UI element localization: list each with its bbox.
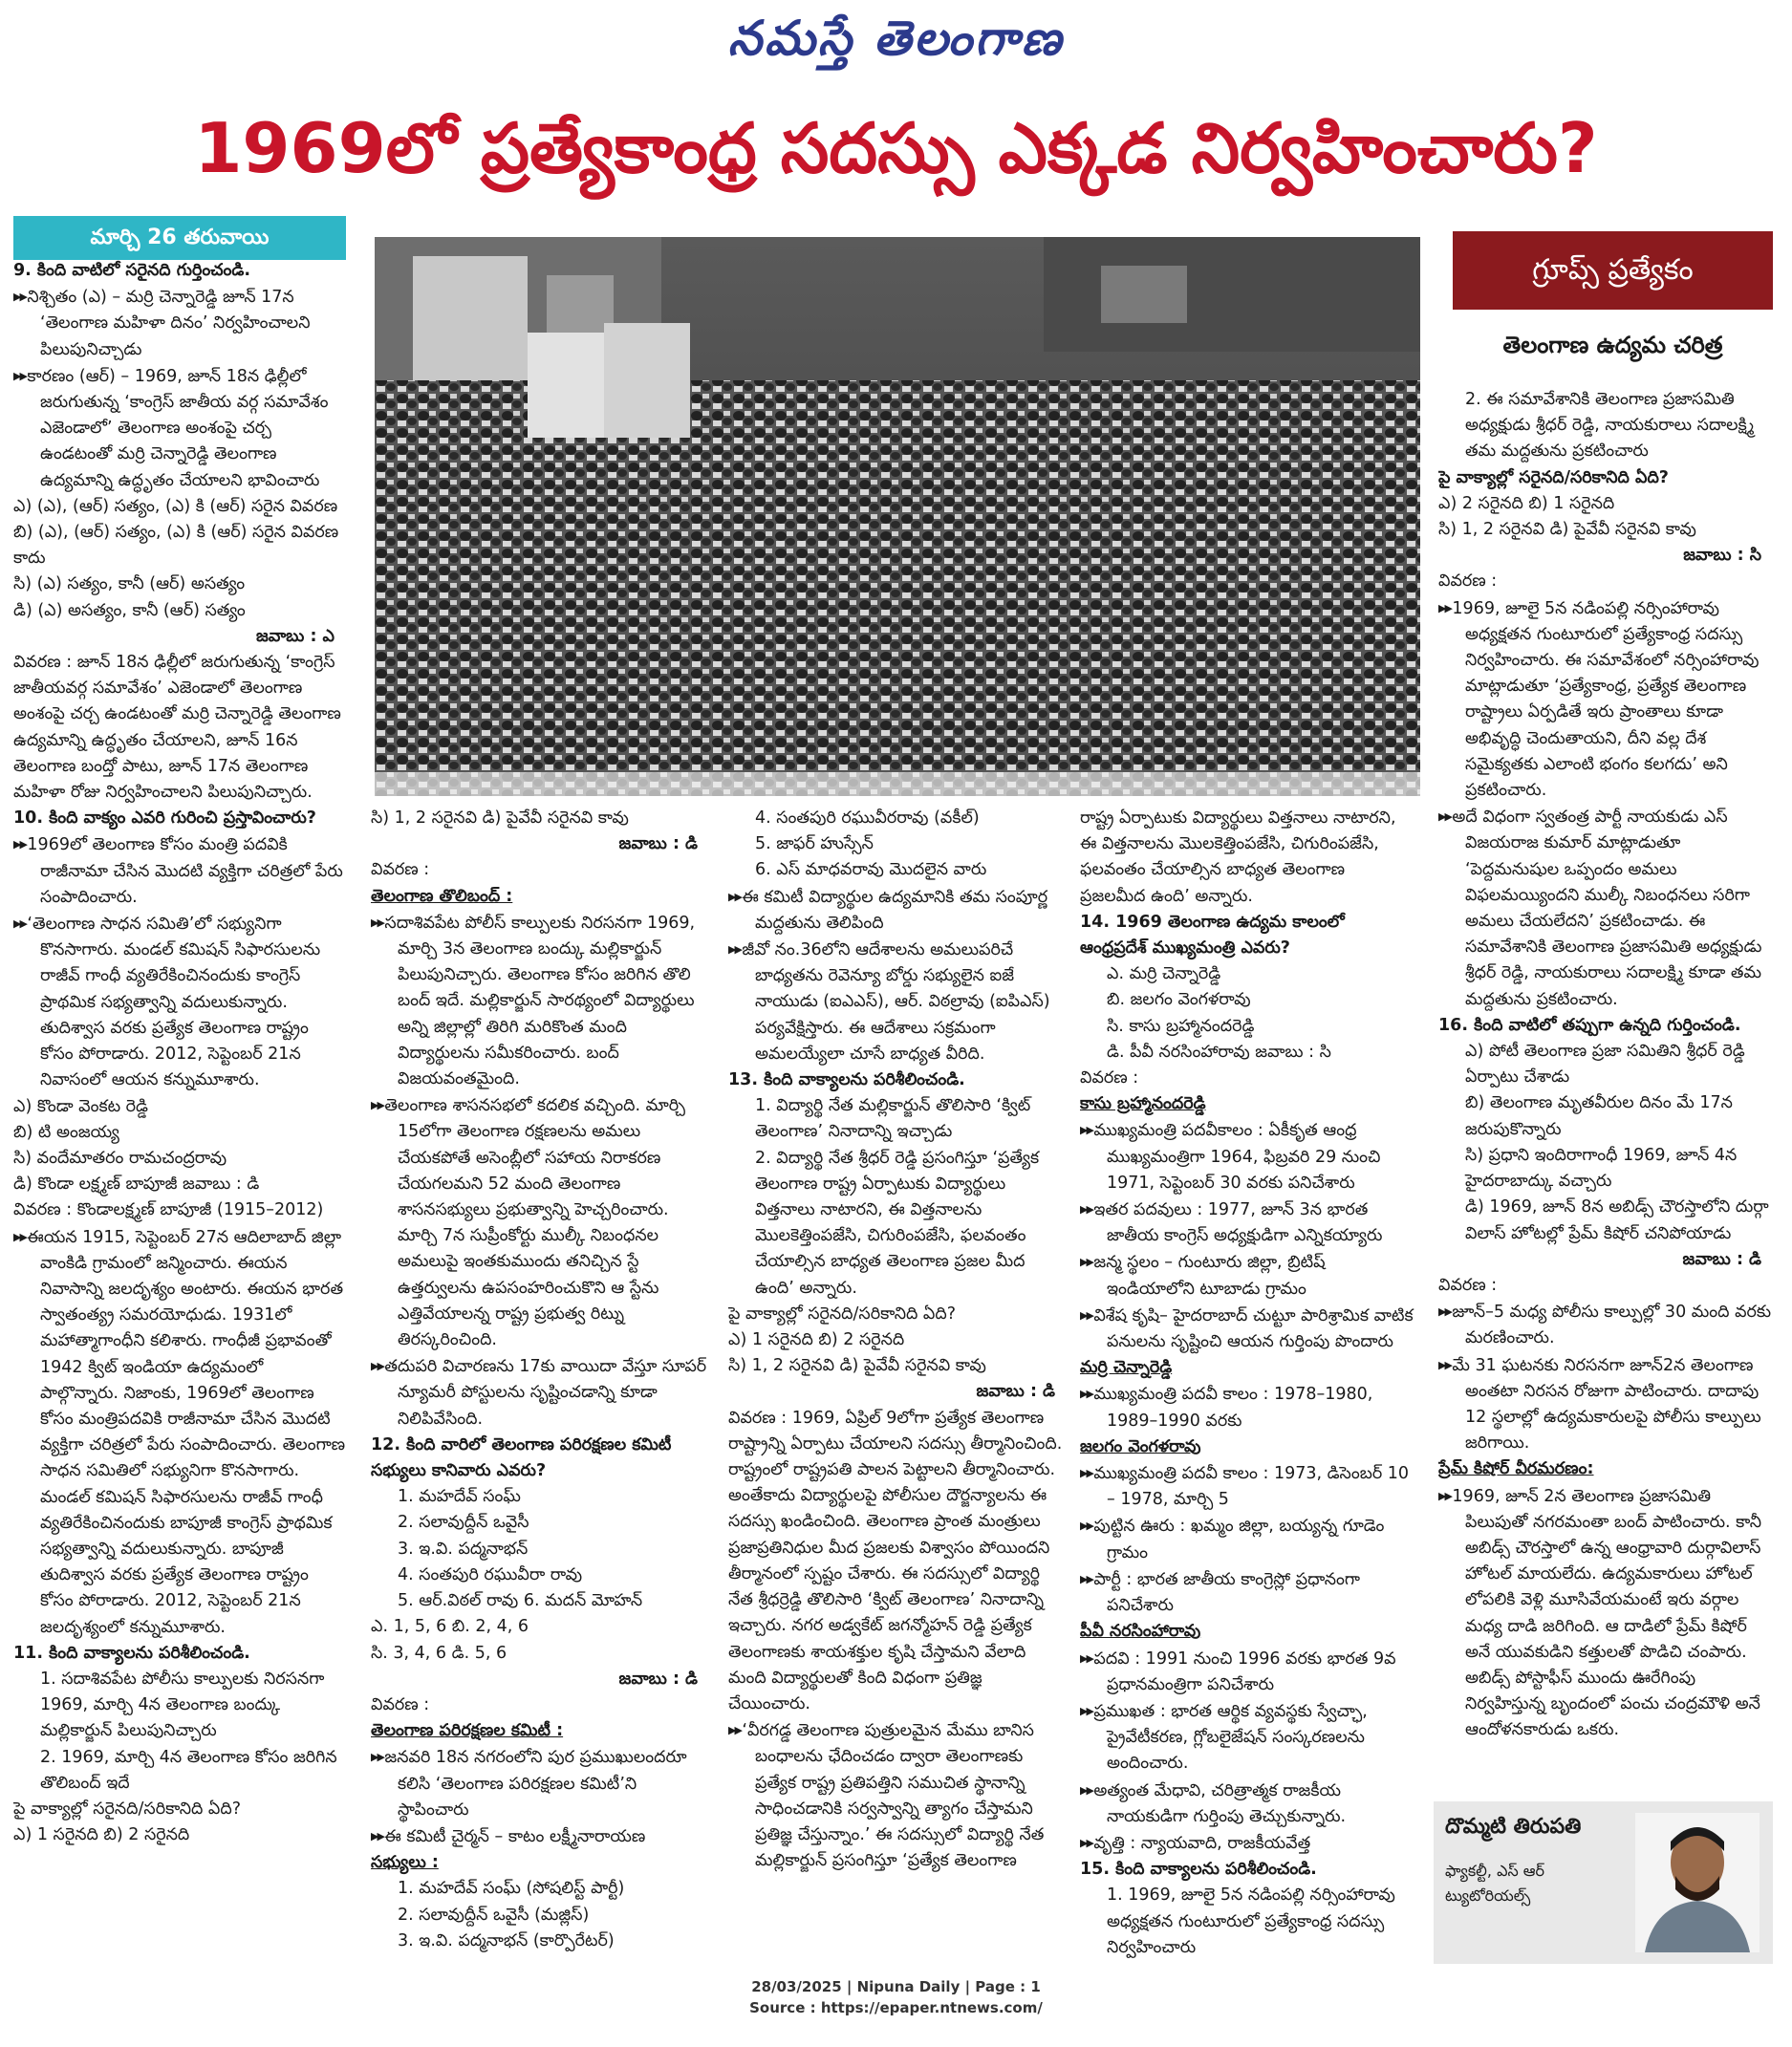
body-text: ఎ. 1, 5, 6 బి. 2, 4, 6 [371, 1617, 529, 1637]
bullet-point: ▶▶ ఈ కమిటీ చైర్మన్ – కాటం లక్ష్మీనారాయణ [371, 1823, 709, 1850]
bullet-point: ▶▶ విశేష కృషి– హైదరాబాద్ చుట్టూ పారిశ్రామిక వాటిక పనులను సృష్టించి ఆయన గుర్తింపు పొందారు [1080, 1303, 1414, 1355]
option-line: బి. జలగం వెంగళరావు [1107, 990, 1251, 1010]
bullet-point: ▶▶ ఇతర పదవులు : 1977, జూన్ 3న భారత జాతీయ కాంగ్రెస్ అధ్యక్షుడిగా ఎన్నికయ్యారు [1080, 1196, 1414, 1249]
bullet-point: ▶▶ 1969, జూలై 5న నడింపల్లి నర్సింహారావు అధ్యక్షతన గుంటూరులో ప్రత్యేకాంధ్ర సదస్సు నిర్వహించారు. ఈ సమావేశంలో నర్సింహారావు మాట్లాడుతూ ‘ప్రత్యేకాంధ్ర, ప్రత్యేక తెలంగాణ రాష్ట్రాలు ఏర్పడితే ఇరు ప్రాంతాలు కూడా అభివృద్ధి చెందుతాయని, దీని వల్ల దేశ సమైక్యతకు ఎలాంటి భంగం కలగదు’ అని ప్రకటించారు. [1438, 595, 1773, 805]
footer-date-line: 28/03/2025 | Nipuna Daily | Page : 1 [751, 1978, 1041, 1995]
option-line: 2. 1969, మార్చి 4న తెలంగాణ కోసం జరిగిన తొలిబంద్ ఇదే [40, 1747, 337, 1793]
article-column-5 [1438, 387, 1773, 1744]
body-text: పై వాక్యాల్లో సరైనది/సరికానిది ఏది? [13, 1799, 242, 1819]
bullet-point: ▶▶ ప్రముఖత : భారత ఆర్థిక వ్యవస్థకు స్వేచ్ఛా, ప్రైవేటీకరణ, గ్లోబలైజేషన్ సంస్కరణలను అందించారు. [1080, 1698, 1414, 1778]
body-text: సి. 3, 4, 6 డి. 5, 6 [371, 1643, 507, 1663]
bullet-point: ▶▶ ‘వీరగడ్డ తెలంగాణ పుత్రులమైన మేము బానిస బంధాలను ఛేదించడం ద్వారా తెలంగాణకు ప్రత్యేక రాష్ట్ర ప్రతిపత్తిని సముచిత స్థానాన్ని సాధించడానికి సర్వస్వాన్ని త్యాగం చేస్తామని ప్రతిజ్ఞ చేస్తున్నాం.’ ఈ సదస్సులో విద్యార్థి నేత మల్లికార్జున్ ప్రసంగిస్తూ ‘ప్రత్యేక తెలంగాణ [728, 1717, 1067, 1874]
option-line: 3. ఇ.వి. పద్మనాభన్ [398, 1539, 529, 1559]
subheading: కాసు బ్రహ్మానందరెడ్డి [1080, 1094, 1206, 1114]
body-text: వివరణ : [1438, 571, 1498, 592]
body-text: సి) 1, 2 సరైనవి డి) పైవేవీ సరైనవి కావు [371, 808, 629, 828]
article-column-3 [728, 806, 1067, 1874]
body-text: వివరణ : [371, 860, 430, 880]
bullet-point: ▶▶ పుట్టిన ఊరు : ఖమ్మం జిల్లా, బయ్యన్న గూడెం గ్రామం [1080, 1513, 1414, 1565]
bullet-point: ▶▶ తెలంగాణ శాసనసభలో కదలిక వచ్చింది. మార్చి 15లోగా తెలంగాణ రక్షణలను అమలు చేయకపోతే అసెంబ్లీలో సహాయ నిరాకరణ చేయగలమని 52 మంది తెలంగాణ శాసనసభ్యులు ప్రభుత్వాన్ని హెచ్చరించారు. మార్చి 7న సుప్రీంకోర్టు ముల్కీ నిబంధనల అమలుపై ఇంతకుముందు తనిచ్చిన స్టే ఉత్తర్వులను ఉపసంహరించుకొని ఆ స్టేను ఎత్తివేయాలన్న రాష్ట్ర ప్రభుత్వ రిట్ను తిరస్కరించింది. [371, 1092, 709, 1353]
article-column-1 [13, 258, 346, 1848]
question-text: 16. కింది వాటిలో తప్పుగా ఉన్నది గుర్తించండి. [1438, 1015, 1741, 1035]
question-text: 14. 1969 తెలంగాణ ఉద్యమ కాలంలో ఆంధ్రప్రదేశ్ ముఖ్యమంత్రి ఎవరు? [1080, 912, 1345, 959]
bullet-point: ▶▶ ‘తెలంగాణ సాధన సమితి’లో సభ్యునిగా కొనసాగారు. మండల్ కమిషన్ సిఫారసులను రాజీవ్ గాంధీ వ్యతిరేకించినందుకు కాంగ్రెస్ ప్రాథమిక సభ్యత్వాన్ని వదులుకున్నారు. తుదిశ్వాస వరకు ప్రత్యేక తెలంగాణ రాష్ట్రం కోసం పోరాడారు. 2012, సెప్టెంబర్ 21న నివాసంలో ఆయన కన్నుమూశారు. [13, 911, 346, 1093]
body-text: బి) టి అంజయ్య [13, 1122, 119, 1142]
question-text: 15. కింది వాక్యాలను పరిశీలించండి. [1080, 1860, 1317, 1880]
option-line: సి. కాసు బ్రహ్మానందరెడ్డి [1107, 1016, 1255, 1036]
body-text: వివరణ : [371, 1694, 430, 1714]
subheading: తెలంగాణ తొలిబంద్ : [371, 886, 513, 906]
option-line: 1. సదాశివపేట పోలీసు కాల్పులకు నిరసనగా 1969, మార్చి 4న తెలంగాణ బంద్కు మల్లికార్జున్ పిలుపునిచ్చారు [40, 1669, 325, 1741]
body-text: ఎ) 2 సరైనది బి) 1 సరైనది [1438, 493, 1615, 513]
groups-special-banner: గ్రూప్స్ ప్రత్యేకం [1453, 231, 1773, 310]
subheading: ప్రేమ్ కిషోర్ వీరమరణం: [1438, 1459, 1594, 1479]
bullet-point: ▶▶ సదాశివపేట పోలీస్ కాల్పులకు నిరసనగా 1969, మార్చి 3న తెలంగాణ బంద్కు మల్లికార్జున్ పిలుపునిచ్చారు. తెలంగాణ కోసం జరిగిన తొలి బంద్ ఇదే. మల్లికార్జున్ సారథ్యంలో విద్యార్థులు అన్ని జిల్లాల్లో తిరిగి మరికొంత మంది విద్యార్థులను సమీకరించారు. బంద్ విజయవంతమైంది. [371, 910, 709, 1092]
option-line: 1. 1969, జూలై 5న నడింపల్లి నర్సింహారావు అధ్యక్షతన గుంటూరులో ప్రత్యేకాంధ్ర సదస్సు నిర్వహించారు [1107, 1885, 1395, 1957]
bullet-point: ▶▶ అత్యంత మేధావి, చరిత్రాత్మక రాజకీయ నాయకుడిగా గుర్తింపు తెచ్చుకున్నారు. [1080, 1778, 1414, 1830]
bullet-point: ▶▶ ఈ కమిటీ విద్యార్థుల ఉద్యమానికి తమ సంపూర్ణ మద్దతును తెలిపింది [728, 884, 1067, 937]
option-line: బి) తెలంగాణ మృతవీరుల దినం మే 17న జరుపుకొన్నారు [1465, 1093, 1733, 1139]
question-text: 13. కింది వాక్యాలను పరిశీలించండి. [728, 1070, 965, 1090]
option-line: 1. మహదేవ్ సంఘ్ (సోషలిస్ట్ పార్టీ) [398, 1879, 625, 1899]
option-line: 2. ఈ సమావేశానికి తెలంగాణ ప్రజాసమితి అధ్యక్షుడు శ్రీధర్ రెడ్డి, నాయకురాలు సదాలక్ష్మి తమ మద్దతును ప్రకటించారు [1465, 390, 1755, 462]
bullet-point: ▶▶ జన్మ స్థలం – గుంటూరు జిల్లా, బ్రిటిష్ ఇండియాలోని టూబాడు గ్రామం [1080, 1249, 1414, 1302]
subheading: తెలంగాణ పరిరక్షణల కమిటీ : [371, 1721, 564, 1741]
body-text: సి) 1, 2 సరైనవి డి) పైవేవీ సరైనవి కావు [728, 1356, 986, 1376]
bullet-point: ▶▶ పార్టీ : భారత జాతీయ కాంగ్రెస్లో ప్రధానంగా పనిచేశారు [1080, 1566, 1414, 1619]
body-text: వివరణ : 1969, ఏప్రిల్ 9లోగా ప్రత్యేక తెలంగాణ రాష్ట్రాన్ని ఏర్పాటు చేయాలని సదస్సు తీర్మానించింది. రాష్ట్రంలో రాష్ట్రపతి పాలన పెట్టాలని తీర్మానించారు. అంతేకాదు విద్యార్థులపై పోలీసుల దౌర్జన్యాలను ఈ సదస్సు ఖండించింది. తెలంగాణ ప్రాంత మంత్రులు ప్రజాప్రతినిధుల మీద ప్రజలకు విశ్వాసం పోయిందని తీర్మానంలో స్పష్టం చేశారు. ఈ సదస్సులో విద్యార్థి నేత శ్రీధర్రెడ్డి తొలిసారి ‘క్విట్ తెలంగాణ’ నినాదాన్ని ఇచ్చారు. నగర అడ్వకేట్ జగన్మోహన్ రెడ్డి ప్రత్యేక తెలంగాణకు శాయశక్తుల కృషి చేస్తామని వేలాది మంది విద్యార్థులతో కింది విధంగా ప్రతిజ్ఞ చేయించారు. [728, 1408, 1063, 1713]
answer-line: జవాబు : డి [618, 1669, 698, 1689]
answer-line: జవాబు : సి [1683, 546, 1761, 566]
author-photo [1635, 1813, 1760, 1952]
option-line: 2. సలావుద్దీన్ ఒవైసీ [398, 1513, 529, 1533]
body-text: ఎ) 1 సరైనది బి) 2 సరైనది [728, 1330, 905, 1350]
question-text: 11. కింది వాక్యాలను పరిశీలించండి. [13, 1643, 250, 1663]
option-line: 4. సంతపురి రఘువీరరావు (వకీల్) [755, 808, 980, 828]
question-text: 10. కింది వాక్యం ఎవరి గురించి ప్రస్తావించారు? [13, 808, 316, 829]
groups-subtitle: తెలంగాణ ఉద్యమ చరిత్ర [1502, 332, 1723, 358]
option-line: 4. సంతపురి రఘువీరా రావు [398, 1564, 583, 1584]
option-line: ఎ. మర్రి చెన్నారెడ్డి [1107, 964, 1221, 984]
body-text: ఎ) 1 సరైనది బి) 2 సరైనది [13, 1825, 190, 1845]
bullet-point: ▶▶ వృత్తి : న్యాయవాది, రాజకీయవేత్త [1080, 1830, 1414, 1857]
author-box [1434, 1801, 1773, 1964]
option-line: 1. విద్యార్థి నేత మల్లికార్జున్ తొలిసారి ‘క్విట్ తెలంగాణ’ నినాదాన్ని ఇచ్చాడు [755, 1096, 1031, 1142]
footer-source-line: Source : https://epaper.ntnews.com/ [749, 1999, 1043, 2016]
option-line: 5. ఆర్.విఠల్ రావు 6. మదన్ మోహన్ [398, 1591, 643, 1611]
bullet-point: ▶▶ ముఖ్యమంత్రి పదవీ కాలం : 1978–1980, 1989–1990 వరకు [1080, 1381, 1414, 1433]
subheading: పీవీ నరసింహారావు [1080, 1622, 1201, 1642]
bullet-point: ▶▶ మే 31 ఘటనకు నిరసనగా జూన్2న తెలంగాణ అంతటా నిరసన రోజుగా పాటించారు. దాదాపు 12 స్థలాల్లో ఉద్యమకారులపై పోలీసు కాల్పులు జరిగాయి. [1438, 1352, 1773, 1457]
body-text: రాష్ట్ర ఏర్పాటుకు విద్యార్థులు విత్తనాలు నాటారని, ఈ విత్తనాలను మొలకెత్తింపజేసి, చిగురింపజేసి, ఫలవంతం చేయాల్సిన బాధ్యత తెలంగాణ ప్రజలమీద ఉంది’ అన్నారు. [1080, 808, 1396, 906]
bullet-point: ▶▶ జూన్–5 మధ్య పోలీసు కాల్పుల్లో 30 మంది వరకు మరణించారు. [1438, 1299, 1773, 1351]
answer-line: జవాబు : డి [976, 1382, 1055, 1402]
subheading: మర్రి చెన్నారెడ్డి [1080, 1358, 1173, 1378]
answer-line: జవాబు : డి [618, 834, 698, 854]
question-text: 12. కింది వారిలో తెలంగాణ పరిరక్షణల కమిటీ సభ్యులు కానివారు ఎవరు? [371, 1434, 672, 1481]
body-text: వివరణ : [1080, 1068, 1139, 1088]
bullet-point: ▶▶ నిశ్చితం (ఎ) – మర్రి చెన్నారెడ్డి జూన్ 17న ‘తెలంగాణ మహిళా దినం’ నిర్వహించాలని పిలుపునిచ్చాడు [13, 284, 346, 363]
answer-line: జవాబు : డి [1682, 1249, 1761, 1269]
option-line: 5. జాఫర్ హుస్సేన్ [755, 834, 874, 854]
bullet-point: ▶▶ అదే విధంగా స్వతంత్ర పార్టీ నాయకుడు ఎస్ విజయరాజ కుమార్ మాట్లాడుతూ ‘పెద్దమనుషుల ఒప్పందం అమలు విఫలమయ్యిందని ముల్కీ నిబంధనలు సరిగా అమలు చేయలేదని’ ప్రకటించాడు. ఈ సమావేశానికి తెలంగాణ ప్రజాసమితి అధ్యక్షుడు శ్రీధర్ రెడ్డి, నాయకురాలు సదాలక్ష్మి కూడా తమ మద్దతును ప్రకటించారు. [1438, 804, 1773, 1013]
body-text: ఎ) (ఎ), (ఆర్) సత్యం, (ఎ) కి (ఆర్) సరైన వివరణ [13, 496, 338, 516]
subheading: సభ్యులు : [371, 1853, 439, 1873]
body-text: సి) (ఎ) సత్యం, కానీ (ఆర్) అసత్యం [13, 574, 246, 594]
body-text: సి) 1, 2 సరైనవి డి) పైవేవీ సరైనవి కావు [1438, 520, 1696, 540]
section-tag: మార్చి 26 తరువాయి [13, 216, 346, 260]
option-line: 2. సలావుద్దీన్ ఒవైసీ (మజ్లిస్) [398, 1905, 590, 1925]
article-column-2 [371, 806, 709, 1954]
answer-line: జవాబు : ఎ [256, 626, 335, 646]
article-column-4 [1080, 806, 1414, 1961]
body-text: ఎ) కొండా వెంకట రెడ్డి [13, 1096, 148, 1116]
bullet-point: ▶▶ తదుపరి విచారణను 17కు వాయిదా వేస్తూ సూపర్ న్యూమరీ పోస్టులను సృష్టించడాన్ని కూడా నిలిపివేసింది. [371, 1353, 709, 1433]
question-text: 9. కింది వాటిలో సరైనది గుర్తించండి. [13, 261, 250, 280]
option-line: 1. మహదేవ్ సంఘ్ [398, 1487, 521, 1507]
body-text: డి) (ఎ) అసత్యం, కానీ (ఆర్) సత్యం [13, 600, 246, 620]
author-role: ఫ్యాకల్టీ, ఎస్ ఆర్ ట్యుటోరియల్స్ [1445, 1862, 1545, 1905]
bullet-point: ▶▶ కారణం (ఆర్) – 1969, జూన్ 18న ఢిల్లీలో జరుగుతున్న ‘కాంగ్రెస్ జాతీయ వర్గ సమావేశం ఎజెండాలో’ తెలంగాణ అంశంపై చర్చ ఉండటంతో మర్రి చెన్నారెడ్డి తెలంగాణ ఉద్యమాన్ని ఉద్ధృతం చేయాలని భావించారు [13, 363, 346, 494]
option-line: డి. పీవీ నరసింహారావు జవాబు : సి [1107, 1042, 1331, 1062]
author-name: దొమ్మటి తిరుపతి [1445, 1815, 1582, 1839]
body-text: వివరణ : జూన్ 18న ఢిల్లీలో జరుగుతున్న ‘కాంగ్రెస్ జాతీయవర్గ సమావేశం’ ఎజెండాలో తెలంగాణ అంశంపై చర్చ ఉండటంతో మర్రి చెన్నారెడ్డి తెలంగాణ ఉద్యమాన్ని ఉద్ధృతం చేయాలని, జూన్ 16న తెలంగాణ బంద్తో పాటు, జూన్ 17న తెలంగాణ మహిళా రోజు నిర్వహించాలని పిలుపునిచ్చారు. [13, 653, 341, 803]
option-line: 3. ఇ.వి. పద్మనాభన్ (కార్పొరేటర్) [398, 1930, 615, 1950]
bullet-point: ▶▶ ముఖ్యమంత్రి పదవీకాలం : ఏకీకృత ఆంధ్ర ముఖ్యమంత్రిగా 1964, ఫిబ్రవరి 29 నుంచి 1971, సెప్టెంబర్ 30 వరకు పనిచేశారు [1080, 1117, 1414, 1196]
bullet-point: ▶▶ జీవో నం.36లోని ఆదేశాలను అమలుపరిచే బాధ్యతను రెవెన్యూ బోర్డు సభ్యులైన ఐజే నాయుడు (ఐఎఎస్), ఆర్. విఠల్రావు (ఐపిఎస్) పర్యవేక్షిస్తారు. ఈ ఆదేశాలు సక్రమంగా అమలయ్యేలా చూసే బాధ్యత వీరిది. [728, 937, 1067, 1067]
newspaper-masthead: నమస్తే తెలంగాణ [727, 10, 1065, 66]
question-text: పై వాక్యాల్లో సరైనది/సరికానిది ఏది? [1438, 467, 1669, 487]
body-text: డి) కొండా లక్ష్మణ్ బాపూజీ జవాబు : డి [13, 1174, 260, 1195]
body-text: పై వాక్యాల్లో సరైనది/సరికానిది ఏది? [728, 1304, 957, 1324]
body-text: సి) వందేమాతరం రామచంద్రరావు [13, 1148, 227, 1168]
bullet-point: ▶▶ 1969లో తెలంగాణ కోసం మంత్రి పదవికి రాజీనామా చేసిన మొదటి వ్యక్తిగా చరిత్రలో పేరు సంపాదించారు. [13, 831, 346, 911]
option-line: ఎ) పోటీ తెలంగాణ ప్రజా సమితిని శ్రీధర్ రెడ్డి ఏర్పాటు చేశాడు [1465, 1042, 1745, 1088]
subheading: జలగం వెంగళరావు [1080, 1436, 1201, 1456]
bullet-point: ▶▶ జనవరి 18న నగరంలోని పుర ప్రముఖులందరూ కలిసి ‘తెలంగాణ పరిరక్షణల కమిటీ’ని స్థాపించారు [371, 1744, 709, 1823]
option-line: 6. ఎస్ మాధవరావు మొదలైన వారు [755, 860, 987, 880]
crowd-photo-image [375, 237, 1420, 796]
option-line: డి) 1969, జూన్ 8న అబిడ్స్ చౌరస్తాలోని దుర్గా విలాస్ హోటల్లో ప్రేమ్ కిషోర్ చనిపోయాడు [1465, 1197, 1769, 1243]
bullet-point: ▶▶ ముఖ్యమంత్రి పదవీ కాలం : 1973, డిసెంబర్ 10 – 1978, మార్చి 5 [1080, 1460, 1414, 1513]
crowd-photo [375, 237, 1420, 796]
option-line: సి) ప్రధాని ఇందిరాగాంధీ 1969, జూన్ 4న హైదరాబాద్కు వచ్చారు [1465, 1145, 1738, 1192]
body-text: బి) (ఎ), (ఆర్) సత్యం, (ఎ) కి (ఆర్) సరైన వివరణ కాదు [13, 523, 339, 569]
bullet-point: ▶▶ 1969, జూన్ 2న తెలంగాణ ప్రజాసమితి పిలుపుతో నగరమంతా బంద్ పాటించారు. కానీ అబిడ్స్ చౌరస్తాలో ఉన్న ఆంధ్రావారి దుర్గావిలాస్ హోటల్ మాయలేదు. ఉద్యమకారులు హోటల్ లోపలికి వెళ్లి మూసివేయమంటే ఇరు వర్గాల మధ్య దాడి జరిగింది. ఆ దాడిలో ప్రేమ్ కిషోర్ అనే యువకుడిని కత్తులతో పొడిచి చంపారు. అబిడ్స్ పోస్టాఫీస్ ముందు ఊరేగింపు నిర్వహిస్తున్న బృందంలో పంచు చంద్రమౌళి అనే ఆందోళనకారుడు ఒకరు. [1438, 1483, 1773, 1744]
bullet-point: ▶▶ ఈయన 1915, సెప్టెంబర్ 27న ఆదిలాబాద్ జిల్లా వాంకిడి గ్రామంలో జన్మించారు. ఈయన నివాసాన్ని జలదృశ్యం అంటారు. ఈయన భారత స్వాతంత్య్ర సమరయోధుడు. 1931లో మహాత్మాగాంధీని కలిశారు. గాంధీజీ ప్రభావంతో 1942 క్విట్ ఇండియా ఉద్యమంలో పాల్గొన్నారు. నిజాంకు, 1969లో తెలంగాణ కోసం మంత్రిపదవికి రాజీనామా చేసిన మొదటి వ్యక్తిగా చరిత్రలో పేరు సంపాదించారు. తెలంగాణ సాధన సమితిలో సభ్యునిగా కొనసాగారు. మండల్ కమిషన్ సిఫారసులను రాజీవ్ గాంధీ వ్యతిరేకించినందుకు బాపూజీ కాంగ్రెస్ ప్రాథమిక సభ్యత్వాన్ని వదులుకున్నారు. బాపూజీ తుదిశ్వాస వరకు ప్రత్యేక తెలంగాణ రాష్ట్రం కోసం పోరాడారు. 2012, సెప్టెంబర్ 21న జలదృశ్యంలో కన్నుమూశారు. [13, 1224, 346, 1641]
body-text: వివరణ : [1438, 1275, 1498, 1295]
page-footer [0, 1976, 1792, 2018]
bullet-point: ▶▶ పదవి : 1991 నుంచి 1996 వరకు భారత 9వ ప్రధానమంత్రిగా పనిచేశారు [1080, 1646, 1414, 1698]
body-text: వివరణ : కొండాలక్ష్మణ్ బాపూజీ (1915–2012) [13, 1200, 324, 1220]
page-headline: 1969లో ప్రత్యేకాంధ్ర సదస్సు ఎక్కడ నిర్వహించారు? [194, 108, 1598, 188]
option-line: 2. విద్యార్థి నేత శ్రీధర్ రెడ్డి ప్రసంగిస్తూ ‘ప్రత్యేక తెలంగాణ రాష్ట్ర ఏర్పాటుకు విద్యార్థులు విత్తనాలు నాటారని, ఈ విత్తనాలను మొలకెత్తింపజేసి, చిగురింపజేసి, ఫలవంతం చేయాల్సిన బాధ్యత తెలంగాణ ప్రజల మీద ఉంది’ అన్నారు. [755, 1148, 1040, 1298]
